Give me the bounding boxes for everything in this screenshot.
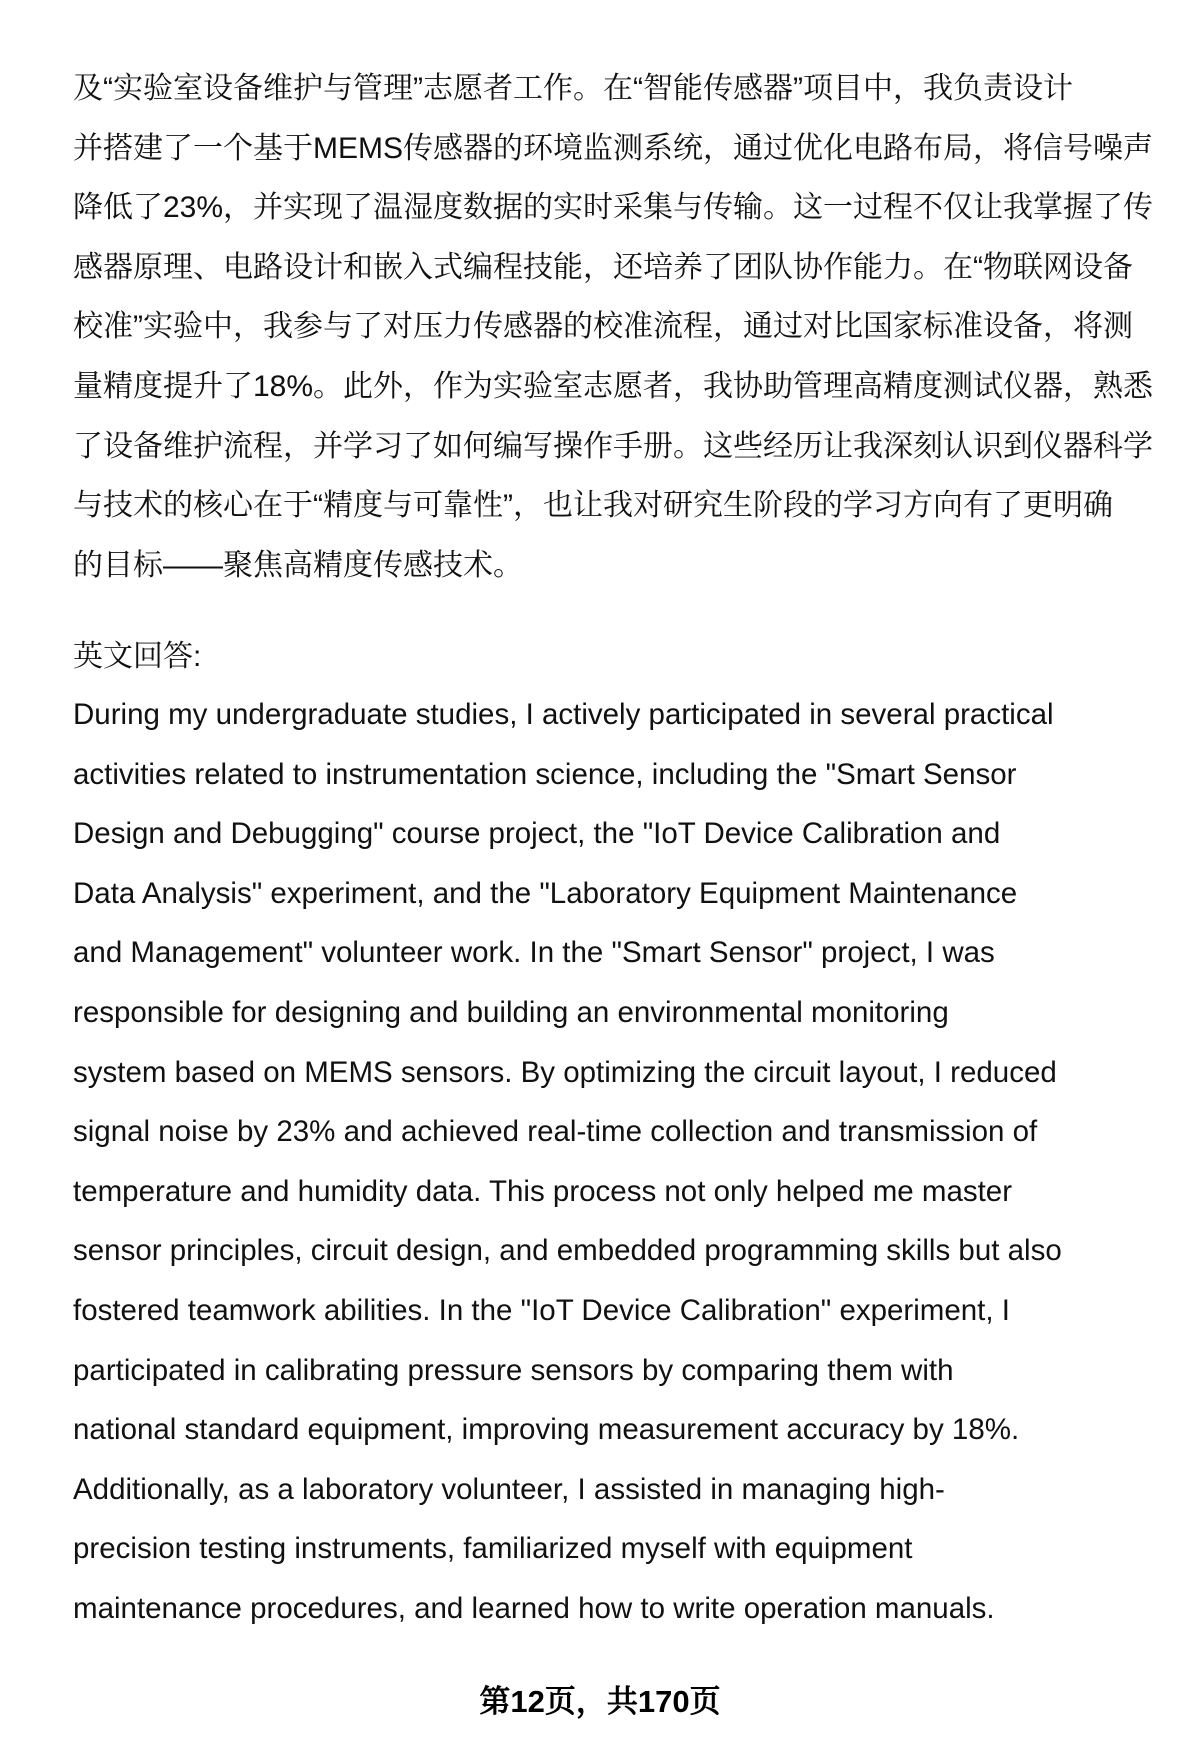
text-line: 降低了23%，并实现了温湿度数据的实时采集与传输。这一过程不仅让我掌握了传 (73, 191, 1154, 225)
text-line: Design and Debugging" course project, the "IoT Device Calibration and (73, 817, 1001, 851)
text-line: 与技术的核心在于“精度与可靠性”，也让我对研究生阶段的学习方向有了更明确 (73, 489, 1113, 523)
text-line: temperature and humidity data. This process not only helped me master (73, 1174, 1013, 1208)
text-line: 量精度提升了18%。此外，作为实验室志愿者，我协助管理高精度测试仪器，熟悉 (73, 370, 1154, 403)
text-line: and Management" volunteer work. In the "Smart Sensor" project, I was (73, 936, 995, 970)
text-line: Data Analysis" experiment, and the "Laboratory Equipment Maintenance (73, 876, 1018, 910)
text-line: During my undergraduate studies, I actively participated in several practical (73, 698, 1054, 731)
text-line: 及“实验室设备维护与管理”志愿者工作。在“智能传感器”项目中，我负责设计 (73, 72, 1073, 105)
text-line: participated in calibrating pressure sensors by comparing them with (73, 1353, 954, 1387)
text-line: 了设备维护流程，并学习了如何编写操作手册。这些经历让我深刻认识到仪器科学 (73, 429, 1153, 463)
page-number: 第12页，共170页 (479, 1684, 721, 1719)
text-line: activities related to instrumentation science, including the "Smart Sensor (73, 757, 1017, 791)
text-line: 并搭建了一个基于MEMS传感器的环境监测系统，通过优化电路布局，将信号噪声 (73, 131, 1153, 165)
text-line: maintenance procedures, and learned how to write operation manuals. (73, 1592, 995, 1625)
text-line: 的目标——聚焦高精度传感技术。 (73, 548, 523, 582)
text-line: fostered teamwork abilities. In the "IoT Device Calibration" experiment, I (73, 1294, 1010, 1327)
text-line: Additionally, as a laboratory volunteer, I assisted in managing high- (73, 1472, 945, 1506)
text-line: precision testing instruments, familiarized myself with equipment (73, 1532, 913, 1566)
text-line: sensor principles, circuit design, and embedded programming skills but also (73, 1234, 1062, 1268)
text-line: national standard equipment, improving measurement accuracy by 18%. (73, 1413, 1020, 1447)
text-line: signal noise by 23% and achieved real-time collection and transmission of (73, 1115, 1038, 1149)
text-line: 校准”实验中，我参与了对压力传感器的校准流程，通过对比国家标准设备，将测 (73, 310, 1133, 344)
text-line: responsible for designing and building an environmental monitoring (73, 996, 949, 1029)
english-answer-heading: 英文回答: (73, 640, 202, 673)
text-line: 感器原理、电路设计和嵌入式编程技能，还培养了团队协作能力。在“物联网设备 (73, 250, 1133, 284)
text-line: system based on MEMS sensors. By optimizing the circuit layout, I reduced (73, 1055, 1057, 1089)
